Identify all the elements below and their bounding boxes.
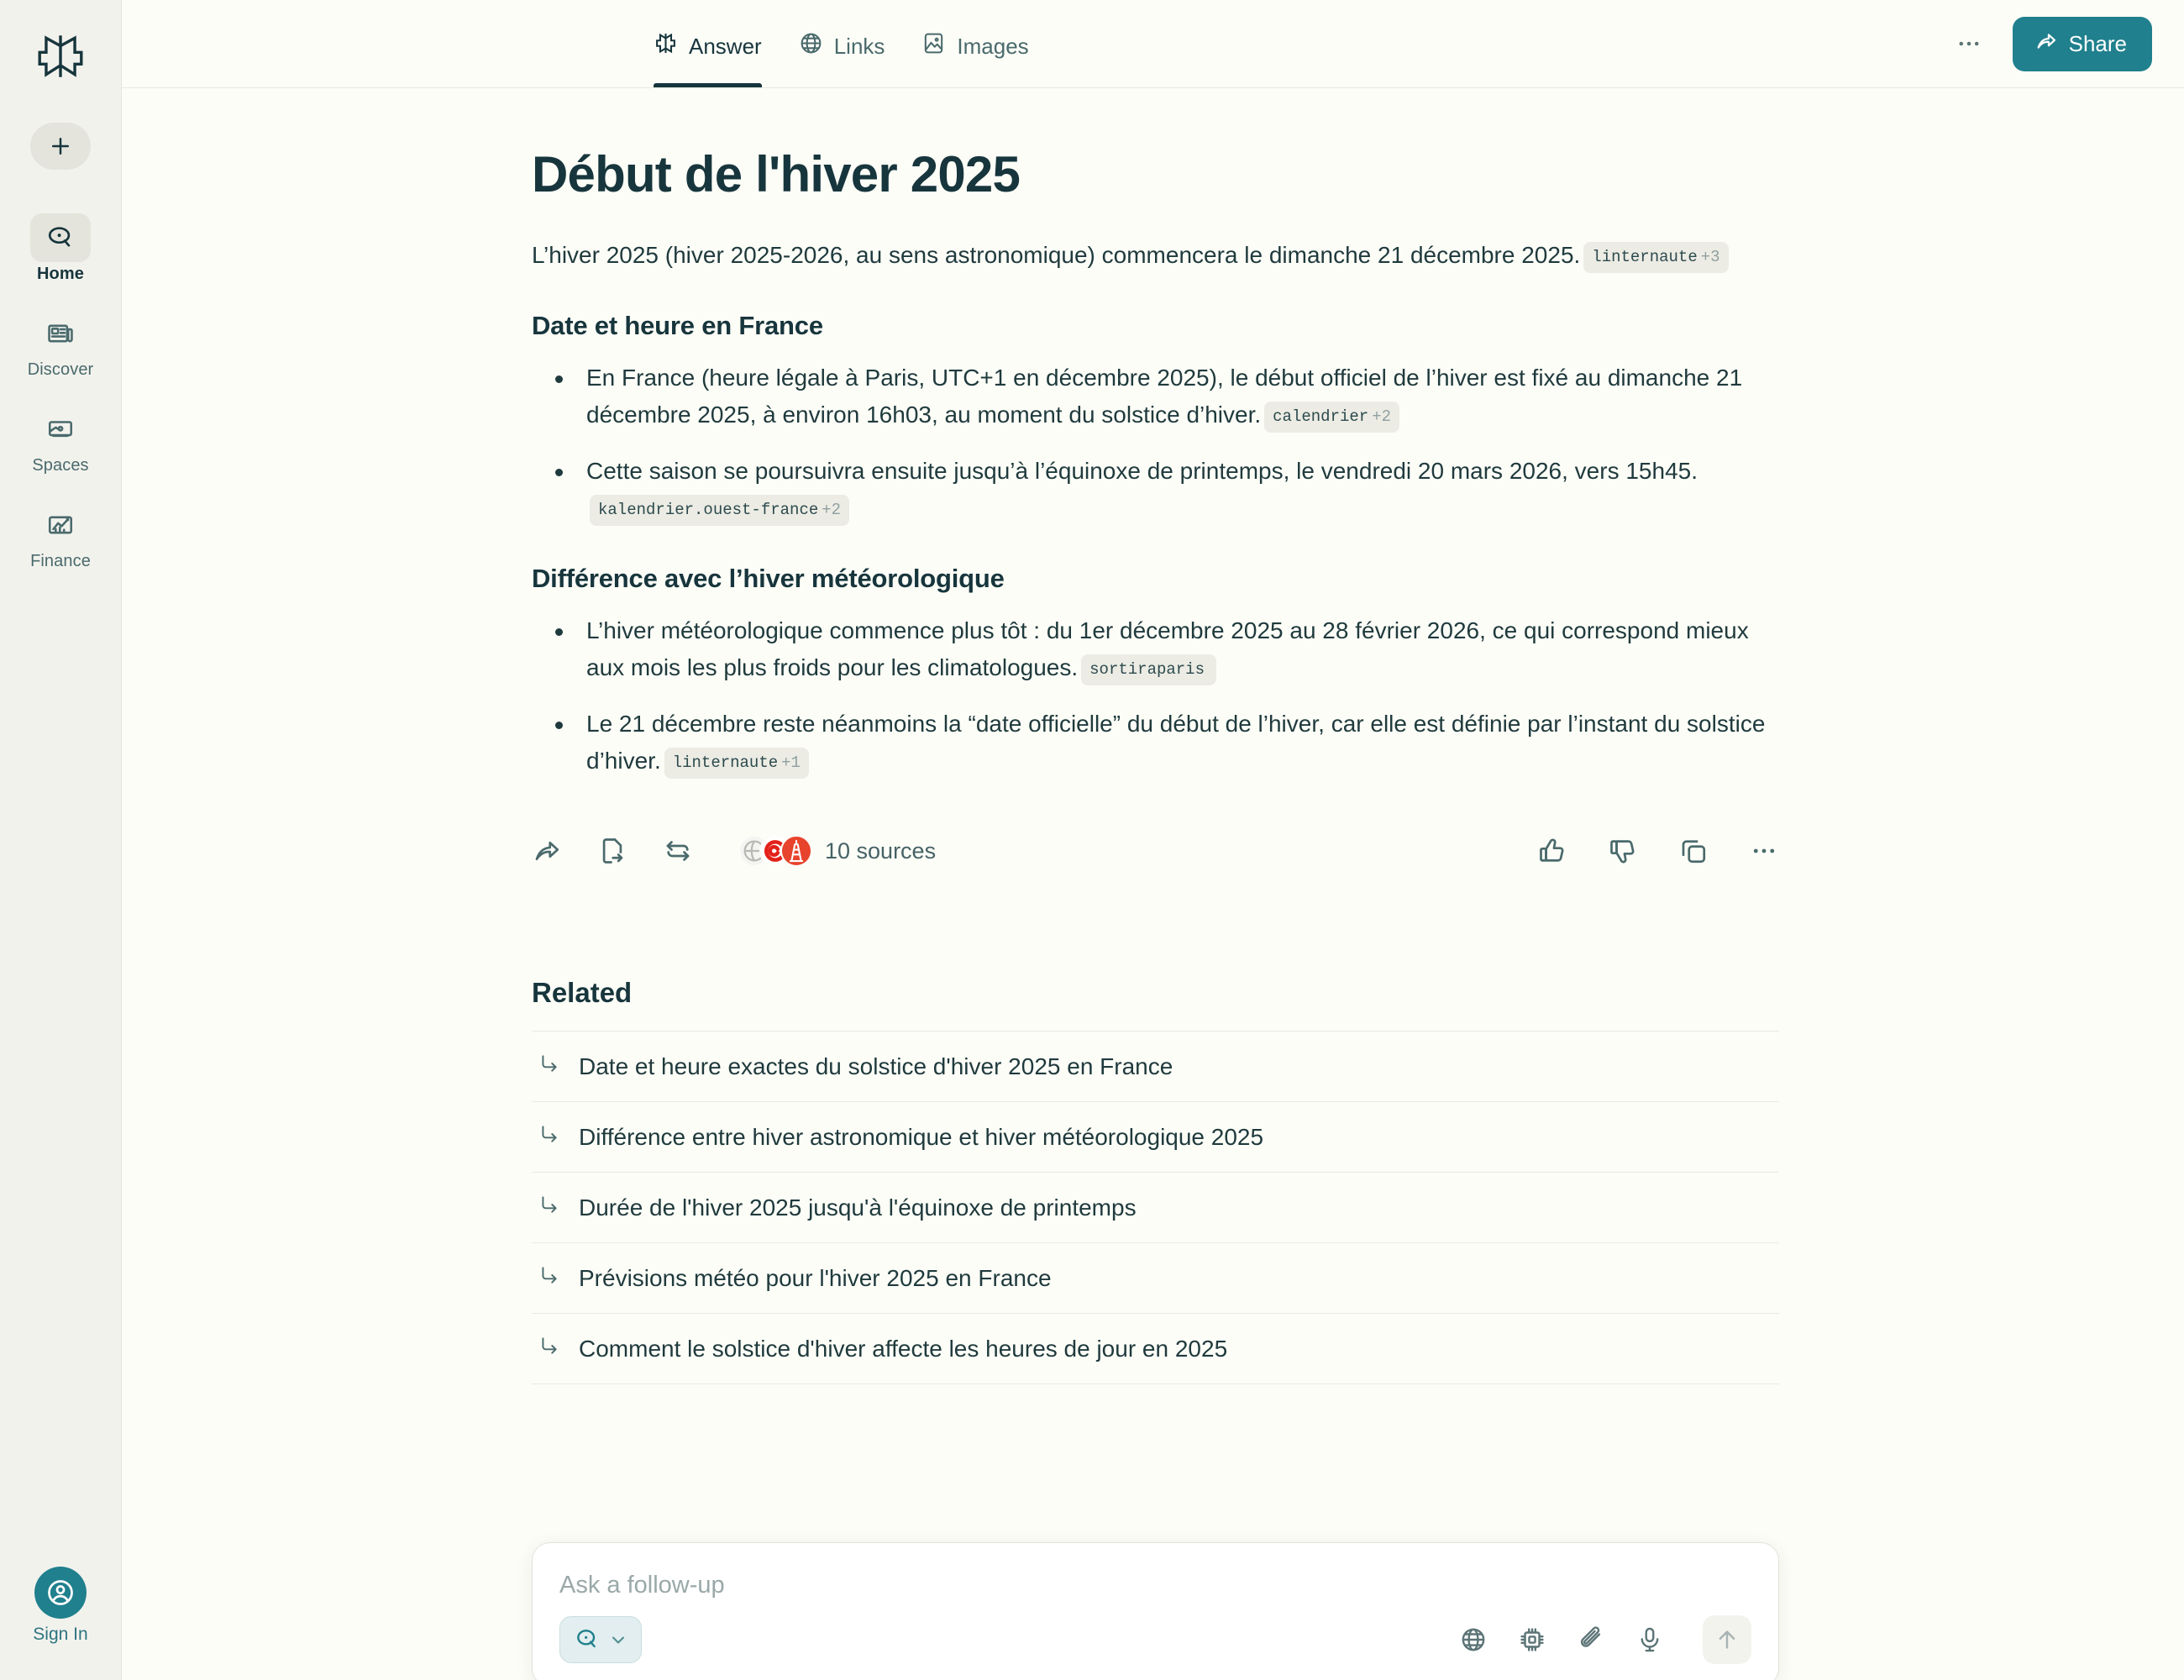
bullet-item (532, 453, 1779, 527)
citation-badge[interactable] (1264, 402, 1399, 433)
home-search-icon (30, 213, 91, 262)
related-item[interactable] (532, 1101, 1779, 1172)
user-circle-icon (34, 1567, 87, 1619)
bullet-text: Le 21 décembre reste néanmoins la “date officielle” du début de l’hiver, car elle est définie par l’instant du solstice d’hiver. (586, 710, 1766, 774)
thumbs-down-icon[interactable] (1608, 836, 1638, 866)
answer-content (532, 88, 1779, 1384)
related-item-label: Prévisions météo pour l'hiver 2025 en France (579, 1264, 1052, 1291)
answer-actions-left (532, 835, 936, 867)
bullet-item (532, 612, 1779, 686)
sources-button[interactable] (738, 835, 936, 867)
copy-icon[interactable] (1678, 836, 1709, 866)
share-button-label: Share (2068, 30, 2127, 56)
related-item-label: Comment le solstice d'hiver affecte les heures de jour en 2025 (579, 1335, 1228, 1362)
sidebar-item-label: Finance (30, 552, 91, 570)
section-heading: Date et heure en France (532, 311, 823, 341)
top-bar (122, 0, 2184, 88)
follow-up-container (532, 1542, 1779, 1680)
citation-source: sortiraparis (1089, 660, 1205, 680)
tab-label: Images (957, 33, 1029, 59)
arrow-turn-icon (538, 1335, 560, 1362)
sidebar-item-home[interactable] (10, 213, 111, 284)
share-button[interactable] (2013, 17, 2152, 71)
sign-in-button[interactable] (0, 1567, 121, 1645)
new-thread-button[interactable] (30, 123, 91, 170)
more-options-button[interactable] (1947, 22, 1991, 66)
sidebar-item-discover[interactable] (10, 309, 111, 380)
related-item[interactable] (532, 1242, 1779, 1313)
answer-action-bar (532, 826, 1779, 876)
sources-count-label: 10 sources (825, 837, 937, 864)
discover-newspaper-icon (30, 309, 91, 358)
citation-badge[interactable] (590, 495, 849, 526)
more-dots-icon[interactable] (1749, 836, 1779, 866)
model-selector-button[interactable] (559, 1616, 642, 1663)
sidebar-item-finance[interactable] (10, 501, 111, 571)
section-heading: Différence avec l’hiver météorologique (532, 564, 1005, 594)
bullet-item (532, 706, 1779, 780)
citation-source: kalendrier.ouest-france (598, 500, 819, 519)
citation-source: calendrier (1273, 407, 1369, 427)
related-item-label: Différence entre hiver astronomique et hiver météorologique 2025 (579, 1123, 1264, 1150)
bullet-item (532, 360, 1779, 433)
citation-more: +2 (1372, 407, 1391, 427)
answer-asterisk-icon (654, 31, 678, 61)
cpu-icon[interactable] (1518, 1625, 1546, 1654)
finance-chart-icon (30, 501, 91, 549)
follow-up-box[interactable] (532, 1542, 1779, 1680)
thumbs-up-icon[interactable] (1537, 836, 1567, 866)
related-section (532, 977, 1779, 1384)
share-arrow-icon (2034, 29, 2058, 59)
related-heading: Related (532, 977, 633, 1009)
related-item[interactable] (532, 1172, 1779, 1242)
sidebar-item-label: Home (37, 265, 84, 283)
sidebar-item-label: Spaces (32, 456, 89, 475)
citation-source: linternaute (672, 753, 779, 772)
sign-in-label: Sign In (33, 1625, 88, 1644)
tab-label: Answer (689, 33, 762, 59)
citation-badge[interactable] (664, 748, 809, 779)
section-bullet-list (532, 360, 1779, 527)
thread-tabs (654, 0, 1029, 87)
bullet-text: En France (heure légale à Paris, UTC+1 en décembre 2025), le début officiel de l’hiver est fixé au dimanche 21 décembre 2025, à environ 16h03, au moment du solstice d’hiver. (586, 365, 1743, 428)
scroll-area[interactable] (122, 88, 2184, 1680)
related-item-label: Date et heure exactes du solstice d'hiver 2025 en France (579, 1053, 1173, 1079)
rewrite-loop-icon[interactable] (663, 836, 693, 866)
lead-text: L’hiver 2025 (hiver 2025-2026, au sens astronomique) commencera le dimanche 21 décembre 2025. (532, 242, 1581, 268)
bullet-text: Cette saison se poursuivra ensuite jusqu’à l’équinoxe de printemps, le vendredi 20 mars 2026, vers 15h45. (586, 457, 1698, 484)
tab-images[interactable] (921, 0, 1028, 87)
attach-paperclip-icon[interactable] (1577, 1625, 1605, 1654)
follow-up-toolbar (559, 1615, 1751, 1664)
sidebar-item-spaces[interactable] (10, 405, 111, 475)
share-arrow-icon[interactable] (532, 836, 562, 866)
citation-source: linternaute (1592, 248, 1698, 266)
microphone-icon[interactable] (1635, 1625, 1664, 1654)
tab-label: Links (833, 33, 885, 59)
citation-badge[interactable] (1583, 242, 1728, 273)
tab-answer[interactable] (654, 0, 762, 87)
citation-more: +1 (781, 753, 801, 772)
citation-more: +3 (1700, 248, 1720, 266)
arrow-turn-icon (538, 1194, 560, 1221)
arrow-turn-icon (538, 1123, 560, 1151)
globe-icon[interactable] (1459, 1625, 1488, 1654)
arrow-turn-icon (538, 1053, 560, 1080)
export-file-icon[interactable] (597, 836, 627, 866)
arrow-turn-icon (538, 1264, 560, 1292)
main-area (122, 0, 2184, 1680)
source-favicons (738, 835, 801, 867)
image-icon (921, 31, 946, 61)
source-eiffel-icon (780, 835, 812, 867)
answer-actions-right (1537, 836, 1779, 866)
citation-more: +2 (822, 500, 842, 519)
top-bar-actions (1947, 17, 2152, 71)
send-button[interactable] (1703, 1615, 1751, 1664)
globe-icon (799, 31, 823, 61)
chevron-down-icon (608, 1630, 628, 1650)
follow-up-input[interactable]: Ask a follow-up (559, 1572, 725, 1599)
spaces-icon (30, 405, 91, 454)
section-bullet-list (532, 612, 1779, 780)
search-model-icon (574, 1626, 601, 1653)
tab-links[interactable] (799, 0, 885, 87)
page-title: Début de l'hiver 2025 (532, 146, 1021, 202)
follow-up-tools (1459, 1615, 1751, 1664)
bullet-text: L’hiver météorologique commence plus tôt : du 1er décembre 2025 au 28 février 2026, ce qui correspond mieux aux mois les plus froids pour les climatologues. (586, 617, 1749, 681)
sidebar-item-label: Discover (27, 360, 94, 379)
related-item[interactable] (532, 1313, 1779, 1384)
related-item[interactable] (532, 1031, 1779, 1101)
left-sidebar (0, 0, 122, 1680)
citation-badge[interactable] (1081, 654, 1216, 685)
related-item-label: Durée de l'hiver 2025 jusqu'à l'équinoxe de printemps (579, 1194, 1137, 1221)
perplexity-logo[interactable] (34, 30, 87, 82)
answer-lead-paragraph (532, 237, 1779, 274)
